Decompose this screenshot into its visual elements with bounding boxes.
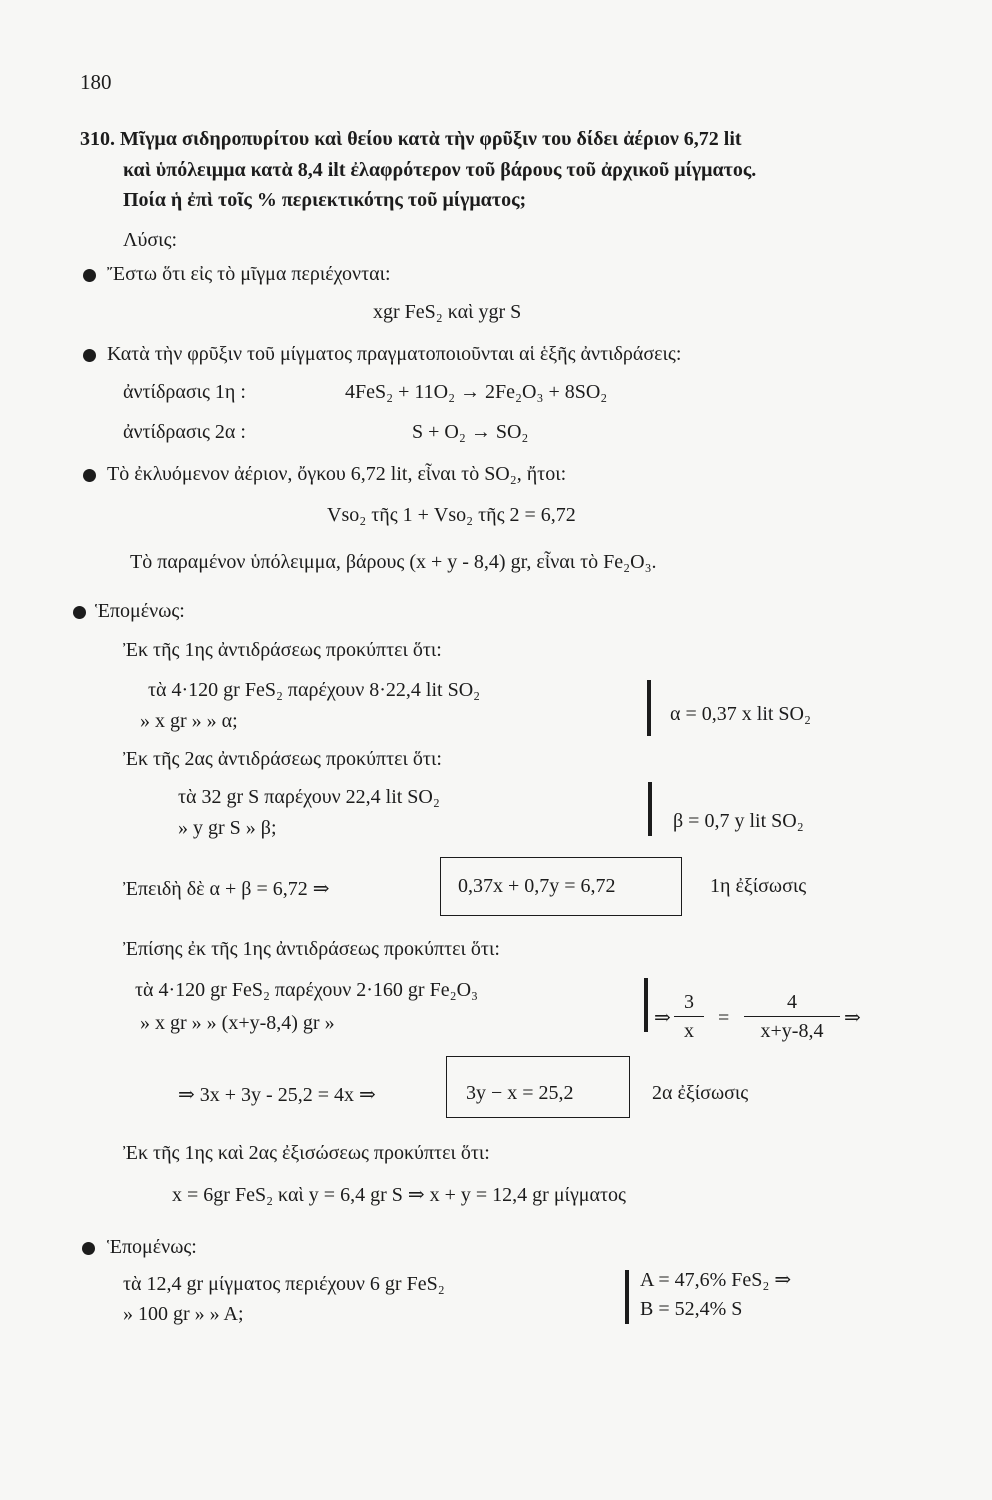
fraction1-numerator: 3: [684, 991, 694, 1013]
bullet-icon: [83, 269, 96, 282]
step4f-result: x = 6gr FeS₂ καὶ y = 6,4 gr S ⇒ x + y = 12,4 gr μίγματος: [172, 1184, 626, 1206]
fraction1-denominator: x: [684, 1020, 694, 1042]
step4a-intro: Ἐκ τῆς 1ης ἀντιδράσεως προκύπτει ὅτι:: [123, 639, 442, 661]
step4b-line1: τὰ 32 gr S παρέχουν 22,4 lit SO₂: [178, 786, 440, 808]
reaction2-label: ἀντίδρασις 2α :: [123, 421, 246, 443]
reaction1-equation: 4FeS₂ + 11O₂ → 2Fe₂O₃ + 8SO₂: [345, 381, 608, 403]
bullet-icon: [83, 469, 96, 482]
reaction1-label: ἀντίδρασις 1η :: [123, 381, 246, 403]
bullet-icon: [82, 1242, 95, 1255]
bracket-bar: [625, 1270, 629, 1324]
fraction2-bar: [744, 1016, 840, 1017]
problem-line-3: Ποία ἡ ἐπὶ τοῖς % περιεκτικότης τοῦ μίγματος;: [123, 189, 527, 211]
bullet-icon: [83, 349, 96, 362]
equation2-label: 2α ἐξίσωσις: [652, 1082, 749, 1104]
step1-formula: xgr FeS₂ καὶ ygr S: [373, 301, 522, 323]
step4d-line1: τὰ 4·120 gr FeS₂ παρέχουν 2·160 gr Fe₂O₃: [135, 979, 478, 1001]
equation2-boxed: 3y − x = 25,2: [466, 1082, 574, 1104]
equation1-boxed: 0,37x + 0,7y = 6,72: [458, 875, 616, 897]
step4b-line2: » y gr S » β;: [178, 817, 277, 839]
step4e-prefix: ⇒ 3x + 3y - 25,2 = 4x ⇒: [178, 1084, 376, 1106]
step5-line1: τὰ 12,4 gr μίγματος περιέχουν 6 gr FeS₂: [123, 1273, 445, 1295]
bracket-bar: [647, 680, 651, 736]
step4-label: Ἑπομένως:: [95, 600, 185, 622]
arrow-left: ⇒: [654, 1007, 671, 1029]
fraction2-denominator: x+y-8,4: [760, 1020, 824, 1042]
bullet-icon: [73, 606, 86, 619]
problem-line-1: 310. Μῖγμα σιδηροπυρίτου καὶ θείου κατὰ τὴν φρῦξιν του δίδει ἀέριον 6,72 lit: [80, 128, 742, 150]
step1-text: Ἔστω ὅτι εἰς τὸ μῖγμα περιέχονται:: [107, 263, 391, 285]
step5-label: Ἑπομένως:: [107, 1236, 197, 1258]
step4a-line1: τὰ 4·120 gr FeS₂ παρέχουν 8·22,4 lit SO₂: [148, 679, 481, 701]
step3-text: Τὸ ἐκλυόμενον ἀέριον, ὄγκου 6,72 lit, εἶναι τὸ SO₂, ἤτοι:: [107, 463, 567, 485]
step2-text: Κατὰ τὴν φρῦξιν τοῦ μίγματος πραγματοποιοῦνται αἱ ἑξῆς ἀντιδράσεις:: [107, 343, 682, 365]
problem-line-2: καὶ ὑπόλειμμα κατὰ 8,4 ilt ἐλαφρότερον τοῦ βάρους τοῦ ἀρχικοῦ μίγματος.: [123, 159, 757, 181]
step4a-line2: » x gr » » α;: [140, 710, 238, 732]
step4d-intro: Ἐπίσης ἐκ τῆς 1ης ἀντιδράσεως προκύπτει ὅτι:: [123, 938, 500, 960]
arrow-right: ⇒: [844, 1007, 861, 1029]
bracket-bar: [648, 782, 652, 836]
reaction2-equation: S + O₂ → SO₂: [412, 421, 529, 443]
step5-line2: » 100 gr » » A;: [123, 1303, 244, 1325]
step5-result-b: B = 52,4% S: [640, 1298, 743, 1320]
step3-equation: Vso₂ τῆς 1 + Vso₂ τῆς 2 = 6,72: [327, 504, 576, 526]
step4d-line2: » x gr » » (x+y-8,4) gr »: [140, 1012, 335, 1034]
fraction-4-over-sum: [744, 990, 840, 1043]
step4a-result: α = 0,37 x lit SO₂: [670, 703, 811, 725]
step3-residue-text: Τὸ παραμένον ὑπόλειμμα, βάρους (x + y - 8,4) gr, εἶναι τὸ Fe₂O₃.: [130, 551, 657, 573]
step4b-result: β = 0,7 y lit SO₂: [673, 810, 804, 832]
fraction1-bar: [674, 1016, 704, 1017]
fraction2-numerator: 4: [787, 991, 797, 1013]
bracket-bar: [644, 978, 648, 1032]
step4c-prefix: Ἐπειδὴ δὲ α + β = 6,72 ⇒: [123, 878, 330, 900]
step4b-intro: Ἐκ τῆς 2ας ἀντιδράσεως προκύπτει ὅτι:: [123, 748, 442, 770]
equation1-label: 1η ἐξίσωσις: [710, 875, 807, 897]
solution-label: Λύσις:: [123, 229, 178, 251]
step5-result-a: A = 47,6% FeS₂ ⇒: [640, 1269, 792, 1291]
step4f-intro: Ἐκ τῆς 1ης καὶ 2ας ἐξισώσεως προκύπτει ὅτι:: [123, 1142, 490, 1164]
page-number: 180: [80, 70, 112, 94]
fraction-equals: =: [718, 1007, 730, 1029]
fraction-3-over-x: [674, 990, 704, 1043]
